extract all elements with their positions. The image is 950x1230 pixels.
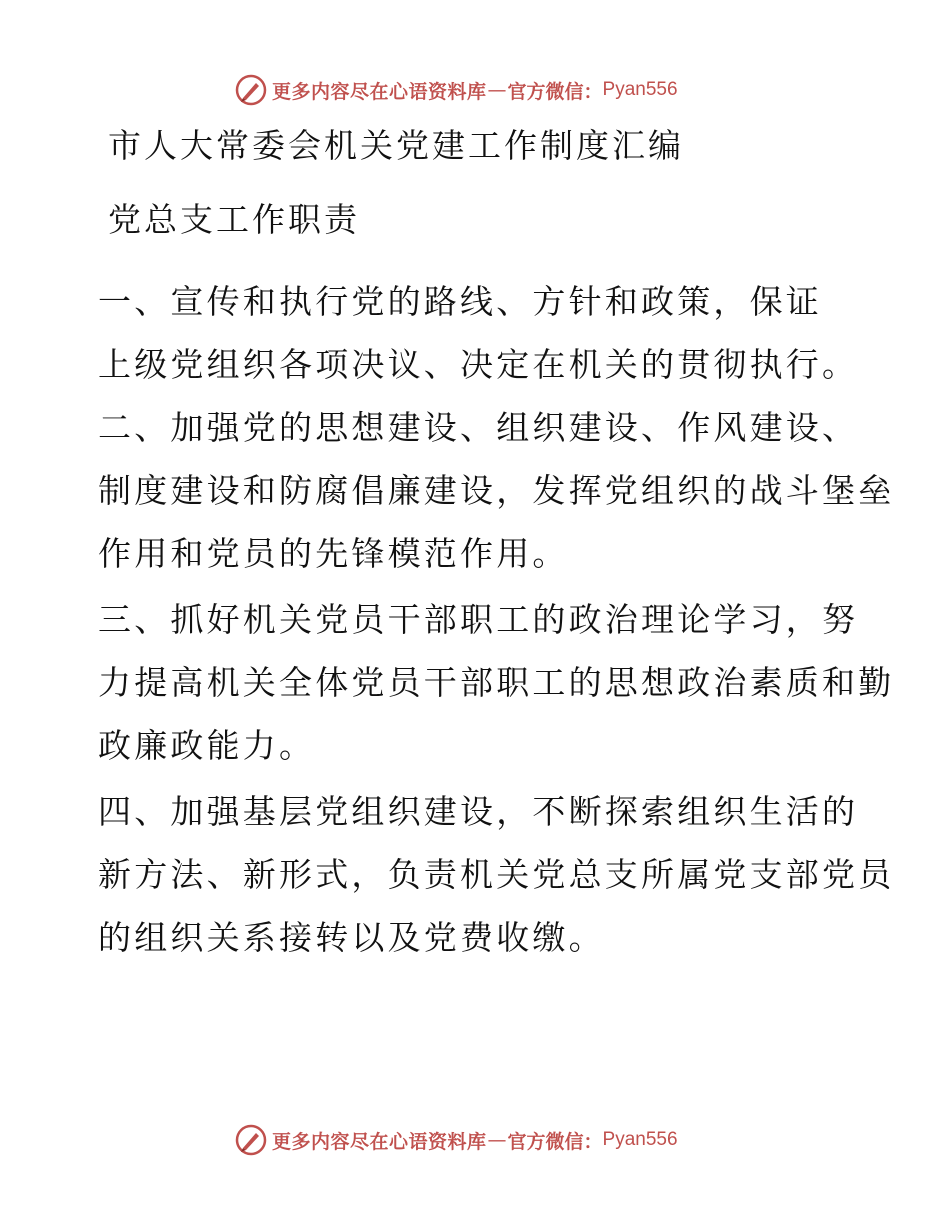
paragraph-line: 的组织关系接转以及党费收缴。 bbox=[98, 918, 605, 957]
watermark-wechat-label: 官方微信： bbox=[507, 80, 603, 103]
watermark-wechat-label: 官方微信： bbox=[507, 1130, 603, 1153]
pen-logo-icon bbox=[234, 73, 268, 107]
paragraph-line: 四、加强基层党组织建设，不断探索组织生活的 bbox=[98, 792, 859, 831]
watermark-dash: — bbox=[487, 1129, 507, 1151]
document-title: 市人大常委会机关党建工作制度汇编 bbox=[108, 126, 684, 165]
section-title: 党总支工作职责 bbox=[108, 200, 360, 239]
watermark-brand-text: 更多内容尽在心语资料库 bbox=[272, 1130, 487, 1153]
paragraph-line: 上级党组织各项决议、决定在机关的贯彻执行。 bbox=[98, 345, 859, 384]
paragraph-line: 制度建设和防腐倡廉建设，发挥党组织的战斗堡垒 bbox=[98, 471, 895, 510]
paragraph-line: 二、加强党的思想建设、组织建设、作风建设、 bbox=[98, 408, 859, 447]
pen-logo-icon bbox=[234, 1123, 268, 1157]
header-watermark bbox=[234, 72, 678, 108]
watermark-dash: — bbox=[487, 79, 507, 101]
paragraph-line: 三、抓好机关党员干部职工的政治理论学习，努 bbox=[98, 600, 859, 639]
paragraph-line: 一、宣传和执行党的路线、方针和政策，保证 bbox=[98, 282, 822, 321]
duty-paragraph-1 bbox=[98, 270, 859, 396]
duty-paragraph-3 bbox=[98, 588, 895, 777]
duty-paragraph-2 bbox=[98, 396, 895, 585]
paragraph-line: 作用和党员的先锋模范作用。 bbox=[98, 534, 569, 573]
paragraph-line: 力提高机关全体党员干部职工的思想政治素质和勤 bbox=[98, 663, 895, 702]
watermark-wechat-id: Pyan556 bbox=[602, 1129, 678, 1150]
paragraph-line: 政廉政能力。 bbox=[98, 726, 316, 765]
footer-watermark bbox=[234, 1122, 678, 1158]
watermark-wechat-id: Pyan556 bbox=[602, 79, 678, 100]
paragraph-line: 新方法、新形式，负责机关党总支所属党支部党员 bbox=[98, 855, 895, 894]
watermark-brand-text: 更多内容尽在心语资料库 bbox=[272, 80, 487, 103]
duty-paragraph-4 bbox=[98, 780, 895, 969]
